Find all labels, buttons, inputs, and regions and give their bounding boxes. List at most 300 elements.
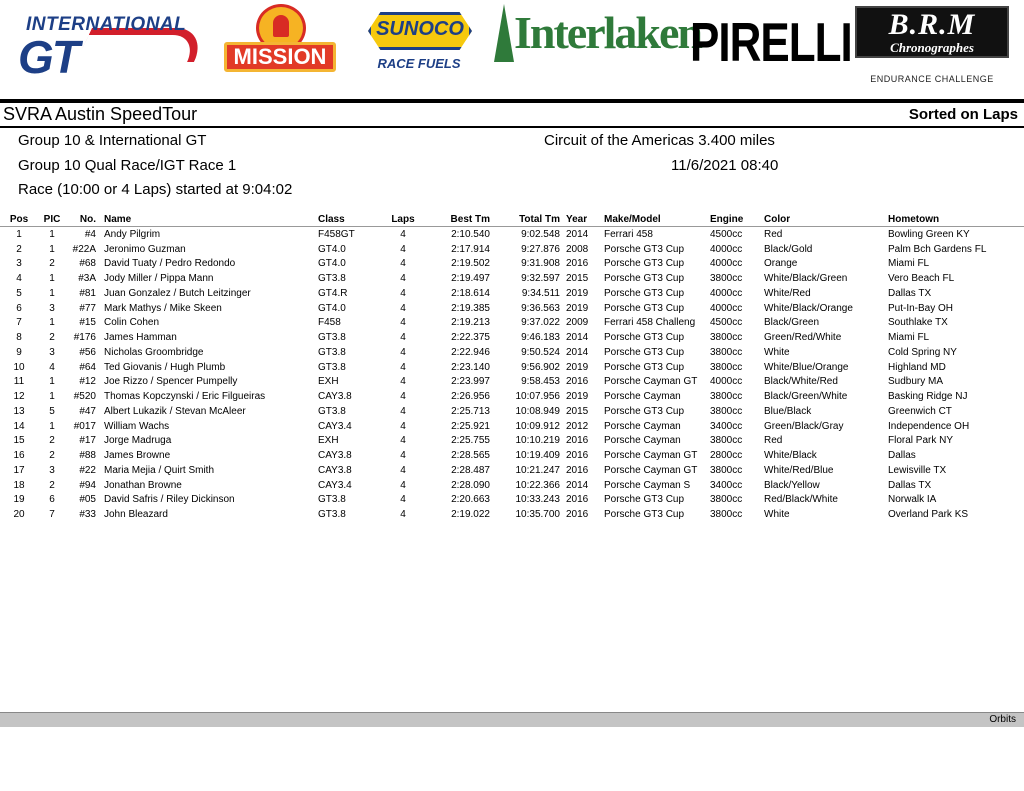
cell-best-time: 2:23.140	[451, 361, 490, 373]
cell-pos: 20	[13, 509, 25, 521]
cell-class: GT3.8	[318, 273, 346, 285]
cell-best-time: 2:19.385	[451, 302, 490, 314]
cell-make-model: Porsche GT3 Cup	[604, 302, 685, 314]
cell-driver-name: Jody Miller / Pippa Mann	[104, 273, 214, 285]
cell-engine: 3800cc	[710, 346, 743, 358]
cell-best-time: 2:19.022	[451, 509, 490, 521]
cell-year: 2016	[566, 435, 589, 447]
cell-make-model: Porsche GT3 Cup	[604, 258, 685, 270]
cell-engine: 3800cc	[710, 464, 743, 476]
cell-color: Black/Green	[764, 317, 820, 329]
table-row	[0, 242, 1024, 257]
cell-year: 2014	[566, 479, 589, 491]
cell-engine: 4000cc	[710, 287, 743, 299]
cell-pic: 2	[49, 332, 55, 344]
cell-pos: 14	[13, 420, 25, 432]
cell-engine: 2800cc	[710, 450, 743, 462]
cell-make-model: Porsche Cayman GT	[604, 464, 698, 476]
cell-car-number: #22A	[72, 243, 96, 255]
cell-car-number: #05	[79, 494, 96, 506]
cell-class: CAY3.8	[318, 464, 352, 476]
column-header-engine: Engine	[710, 213, 744, 225]
cell-car-number: #520	[73, 391, 96, 403]
cell-total-time: 10:22.366	[515, 479, 560, 491]
cell-car-number: #77	[79, 302, 96, 314]
cell-hometown: Highland MD	[888, 361, 946, 373]
cell-class: EXH	[318, 376, 339, 388]
cell-year: 2019	[566, 361, 589, 373]
table-body	[0, 227, 1024, 522]
cell-total-time: 10:19.409	[515, 450, 560, 462]
cell-best-time: 2:19.213	[451, 317, 490, 329]
cell-class: EXH	[318, 435, 339, 447]
cell-pic: 3	[49, 302, 55, 314]
cell-best-time: 2:26.956	[451, 391, 490, 403]
column-header-pic: PIC	[43, 213, 61, 225]
cell-engine: 3800cc	[710, 391, 743, 403]
column-header-hometown: Hometown	[888, 213, 940, 225]
cell-pos: 11	[13, 376, 25, 388]
column-header-make-model: Make/Model	[604, 213, 661, 225]
cell-laps: 4	[400, 346, 406, 358]
cell-pos: 13	[13, 405, 25, 417]
cell-best-time: 2:25.713	[451, 405, 490, 417]
cell-car-number: #47	[79, 405, 96, 417]
cell-make-model: Porsche Cayman	[604, 435, 681, 447]
international-gt-logo	[14, 12, 194, 82]
cell-make-model: Porsche Cayman	[604, 420, 681, 432]
cell-hometown: Sudbury MA	[888, 376, 944, 388]
cell-year: 2014	[566, 228, 589, 240]
cell-year: 2016	[566, 258, 589, 270]
cell-engine: 3800cc	[710, 273, 743, 285]
cell-pos: 8	[16, 332, 22, 344]
cell-pic: 5	[49, 405, 55, 417]
cell-year: 2014	[566, 346, 589, 358]
cell-pic: 3	[49, 464, 55, 476]
cell-pos: 7	[16, 317, 22, 329]
cell-class: GT4.R	[318, 287, 348, 299]
cell-car-number: #88	[79, 450, 96, 462]
cell-pos: 10	[13, 361, 25, 373]
cell-class: GT3.8	[318, 405, 346, 417]
cell-hometown: Overland Park KS	[888, 509, 969, 521]
table-row	[0, 345, 1024, 360]
cell-engine: 3800cc	[710, 509, 743, 521]
cell-class: CAY3.4	[318, 479, 352, 491]
cell-engine: 3400cc	[710, 420, 743, 432]
cell-driver-name: William Wachs	[104, 420, 170, 432]
cell-driver-name: James Browne	[104, 450, 171, 462]
table-row	[0, 375, 1024, 390]
column-header-color: Color	[764, 213, 791, 225]
cell-engine: 3800cc	[710, 435, 743, 447]
cell-make-model: Porsche GT3 Cup	[604, 273, 685, 285]
cell-pos: 9	[16, 346, 22, 358]
cell-class: GT4.0	[318, 302, 346, 314]
cell-pic: 1	[49, 243, 55, 255]
cell-laps: 4	[400, 450, 406, 462]
cell-driver-name: Juan Gonzalez / Butch Leitzinger	[104, 287, 251, 299]
cell-driver-name: James Hamman	[104, 332, 177, 344]
tree-icon	[494, 4, 514, 62]
cell-total-time: 9:31.908	[521, 258, 560, 270]
cell-year: 2016	[566, 509, 589, 521]
table-row	[0, 316, 1024, 331]
cell-year: 2009	[566, 317, 589, 329]
cell-driver-name: Andy Pilgrim	[104, 228, 161, 240]
cell-color: Green/Black/Gray	[764, 420, 844, 432]
table-row	[0, 404, 1024, 419]
cell-pos: 15	[13, 435, 25, 447]
cell-make-model: Porsche GT3 Cup	[604, 243, 685, 255]
header-rule-top	[0, 99, 1024, 103]
cell-engine: 4000cc	[710, 302, 743, 314]
cell-laps: 4	[400, 479, 406, 491]
sunoco-logo	[358, 6, 480, 72]
session-label: Group 10 Qual Race/IGT Race 1	[18, 157, 237, 174]
cell-laps: 4	[400, 420, 406, 432]
cell-make-model: Porsche Cayman	[604, 391, 681, 403]
cell-pic: 2	[49, 479, 55, 491]
cell-car-number: #94	[79, 479, 96, 491]
cell-make-model: Porsche GT3 Cup	[604, 509, 685, 521]
table-row	[0, 389, 1024, 404]
cell-best-time: 2:10.540	[451, 228, 490, 240]
cell-make-model: Porsche GT3 Cup	[604, 346, 685, 358]
sponsor-banner	[0, 0, 1024, 98]
cell-engine: 4000cc	[710, 243, 743, 255]
cell-hometown: Vero Beach FL	[888, 273, 955, 285]
cell-year: 2016	[566, 464, 589, 476]
cell-color: Blue/Black	[764, 405, 812, 417]
cell-color: Red/Black/White	[764, 494, 838, 506]
cell-class: GT3.8	[318, 332, 346, 344]
cell-driver-name: David Safris / Riley Dickinson	[104, 494, 235, 506]
cell-driver-name: Jeronimo Guzman	[104, 243, 186, 255]
table-row	[0, 301, 1024, 316]
cell-laps: 4	[400, 464, 406, 476]
cell-driver-name: Mark Mathys / Mike Skeen	[104, 302, 222, 314]
cell-laps: 4	[400, 243, 406, 255]
cell-best-time: 2:18.614	[451, 287, 490, 299]
cell-car-number: #17	[79, 435, 96, 447]
cell-year: 2016	[566, 450, 589, 462]
cell-total-time: 10:08.949	[515, 405, 560, 417]
cell-make-model: Porsche Cayman GT	[604, 376, 698, 388]
cell-total-time: 10:07.956	[515, 391, 560, 403]
table-row	[0, 507, 1024, 522]
table-row	[0, 271, 1024, 286]
cell-pos: 19	[13, 494, 25, 506]
cell-pos: 5	[16, 287, 22, 299]
cell-hometown: Lewisville TX	[888, 464, 947, 476]
cell-color: White	[764, 509, 790, 521]
cell-engine: 3800cc	[710, 494, 743, 506]
cell-color: Red	[764, 228, 783, 240]
cell-color: Black/Green/White	[764, 391, 848, 403]
footer-brand: Orbits	[989, 714, 1016, 725]
cell-car-number: #176	[73, 332, 96, 344]
cell-class: CAY3.4	[318, 420, 352, 432]
cell-total-time: 9:46.183	[521, 332, 560, 344]
cell-laps: 4	[400, 287, 406, 299]
cell-total-time: 9:32.597	[521, 273, 560, 285]
cell-driver-name: John Bleazard	[104, 509, 168, 521]
cell-pos: 17	[13, 464, 25, 476]
cell-color: Orange	[764, 258, 798, 270]
cell-car-number: #56	[79, 346, 96, 358]
mission-logo	[224, 4, 336, 72]
igt-logo-line1: INTERNATIONAL	[26, 14, 187, 35]
interlaken-logo-text: Interlaken	[514, 7, 701, 58]
cell-best-time: 2:19.497	[451, 273, 490, 285]
cell-car-number: #81	[79, 287, 96, 299]
cell-make-model: Porsche GT3 Cup	[604, 287, 685, 299]
cell-year: 2012	[566, 420, 589, 432]
cell-best-time: 2:22.375	[451, 332, 490, 344]
cell-engine: 3800cc	[710, 405, 743, 417]
cell-color: White/Red/Blue	[764, 464, 834, 476]
cell-pic: 3	[49, 346, 55, 358]
cell-hometown: Cold Spring NY	[888, 346, 957, 358]
column-header-class: Class	[318, 213, 345, 225]
column-header-best-time: Best Tm	[450, 213, 490, 225]
cell-class: CAY3.8	[318, 391, 352, 403]
cell-pos: 2	[16, 243, 22, 255]
cell-pic: 4	[49, 361, 55, 373]
cell-laps: 4	[400, 509, 406, 521]
cell-total-time: 9:37.022	[521, 317, 560, 329]
cell-laps: 4	[400, 405, 406, 417]
cell-color: Black/White/Red	[764, 376, 838, 388]
cell-hometown: Dallas	[888, 450, 916, 462]
cell-hometown: Miami FL	[888, 332, 930, 344]
table-header-row	[0, 211, 1024, 227]
cell-pic: 1	[49, 376, 55, 388]
cell-make-model: Ferrari 458 Challeng	[604, 317, 696, 329]
cell-class: GT4.0	[318, 243, 346, 255]
cell-year: 2019	[566, 302, 589, 314]
table-row	[0, 360, 1024, 375]
cell-driver-name: Colin Cohen	[104, 317, 160, 329]
cell-driver-name: Jonathan Browne	[104, 479, 182, 491]
cell-pos: 3	[16, 258, 22, 270]
table-row	[0, 463, 1024, 478]
cell-class: GT3.8	[318, 494, 346, 506]
cell-total-time: 9:58.453	[521, 376, 560, 388]
cell-laps: 4	[400, 435, 406, 447]
cell-year: 2019	[566, 391, 589, 403]
cell-laps: 4	[400, 361, 406, 373]
cell-make-model: Porsche GT3 Cup	[604, 361, 685, 373]
table-row	[0, 227, 1024, 242]
cell-pic: 7	[49, 509, 55, 521]
cell-total-time: 9:36.563	[521, 302, 560, 314]
cell-class: GT3.8	[318, 509, 346, 521]
cell-engine: 4000cc	[710, 258, 743, 270]
cell-best-time: 2:19.502	[451, 258, 490, 270]
cell-laps: 4	[400, 302, 406, 314]
cell-car-number: #22	[79, 464, 96, 476]
cell-driver-name: Jorge Madruga	[104, 435, 172, 447]
interlaken-logo	[494, 0, 701, 70]
column-header-year: Year	[566, 213, 588, 225]
cell-class: GT3.8	[318, 361, 346, 373]
cell-total-time: 10:35.700	[515, 509, 560, 521]
table-row	[0, 448, 1024, 463]
cell-hometown: Floral Park NY	[888, 435, 954, 447]
cell-hometown: Bowling Green KY	[888, 228, 970, 240]
cell-total-time: 10:21.247	[515, 464, 560, 476]
cell-engine: 3400cc	[710, 479, 743, 491]
brm-logo-text: B.R.M	[888, 8, 976, 41]
cell-total-time: 9:56.902	[521, 361, 560, 373]
cell-year: 2014	[566, 332, 589, 344]
datetime-label: 11/6/2021 08:40	[671, 157, 779, 174]
cell-best-time: 2:28.487	[451, 464, 490, 476]
cell-hometown: Southlake TX	[888, 317, 948, 329]
cell-laps: 4	[400, 332, 406, 344]
cell-best-time: 2:25.921	[451, 420, 490, 432]
circuit-label: Circuit of the Americas 3.400 miles	[544, 132, 775, 149]
cell-car-number: #33	[79, 509, 96, 521]
cell-color: White/Blue/Orange	[764, 361, 849, 373]
cell-best-time: 2:20.663	[451, 494, 490, 506]
cell-laps: 4	[400, 317, 406, 329]
cell-car-number: #64	[79, 361, 96, 373]
cell-color: Green/Red/White	[764, 332, 842, 344]
brm-logo-subtext: Chronographes	[890, 40, 974, 55]
cell-pos: 16	[13, 450, 25, 462]
cell-best-time: 2:28.090	[451, 479, 490, 491]
cell-car-number: #12	[79, 376, 96, 388]
cell-pic: 1	[49, 420, 55, 432]
table-row	[0, 286, 1024, 301]
cell-pic: 6	[49, 494, 55, 506]
mission-logo-text: MISSION	[224, 42, 336, 72]
cell-year: 2015	[566, 273, 589, 285]
cell-driver-name: Nicholas Groombridge	[104, 346, 204, 358]
results-table	[0, 211, 1024, 522]
cell-engine: 3800cc	[710, 361, 743, 373]
table-row	[0, 330, 1024, 345]
cell-hometown: Basking Ridge NJ	[888, 391, 968, 403]
header-rule-bottom	[0, 126, 1024, 128]
cell-laps: 4	[400, 494, 406, 506]
cell-pic: 1	[49, 287, 55, 299]
cell-car-number: #15	[79, 317, 96, 329]
table-header-rule	[0, 226, 1024, 227]
cell-year: 2008	[566, 243, 589, 255]
sunoco-logo-text: SUNOCO	[376, 18, 464, 40]
cell-color: White/Black/Green	[764, 273, 848, 285]
brm-tagline: ENDURANCE CHALLENGE	[870, 74, 994, 84]
column-header-total-time: Total Tm	[519, 213, 560, 225]
cell-pos: 12	[13, 391, 25, 403]
pirelli-logo-text: PIRELLI	[690, 12, 852, 74]
cell-pos: 1	[16, 228, 22, 240]
cell-car-number: #3A	[78, 273, 96, 285]
event-title: SVRA Austin SpeedTour	[3, 104, 198, 124]
cell-engine: 4000cc	[710, 376, 743, 388]
cell-hometown: Miami FL	[888, 258, 930, 270]
cell-best-time: 2:28.565	[451, 450, 490, 462]
cell-color: White/Black/Orange	[764, 302, 853, 314]
cell-hometown: Greenwich CT	[888, 405, 952, 417]
column-header-laps: Laps	[391, 213, 415, 225]
cell-class: F458	[318, 317, 341, 329]
sort-label: Sorted on Laps	[908, 106, 1018, 123]
cell-best-time: 2:17.914	[451, 243, 490, 255]
table-row	[0, 478, 1024, 493]
group-label: Group 10 & International GT	[18, 132, 207, 149]
cell-total-time: 10:10.219	[515, 435, 560, 447]
cell-class: GT3.8	[318, 346, 346, 358]
table-row	[0, 493, 1024, 508]
cell-laps: 4	[400, 273, 406, 285]
cell-best-time: 2:25.755	[451, 435, 490, 447]
cell-hometown: Independence OH	[888, 420, 970, 432]
race-info-label: Race (10:00 or 4 Laps) started at 9:04:02	[18, 181, 293, 198]
cell-car-number: #4	[84, 228, 96, 240]
cell-laps: 4	[400, 228, 406, 240]
cell-pic: 1	[49, 391, 55, 403]
cell-pic: 1	[49, 317, 55, 329]
cell-driver-name: Albert Lukazik / Stevan McAleer	[104, 405, 246, 417]
cell-pos: 18	[13, 479, 25, 491]
cell-pic: 1	[49, 273, 55, 285]
cell-hometown: Put-In-Bay OH	[888, 302, 954, 314]
cell-pic: 2	[49, 435, 55, 447]
cell-total-time: 10:09.912	[515, 420, 560, 432]
cell-make-model: Porsche Cayman S	[604, 479, 691, 491]
cell-driver-name: Thomas Kopczynski / Eric Filgueiras	[104, 391, 266, 403]
cell-engine: 3800cc	[710, 332, 743, 344]
cell-laps: 4	[400, 376, 406, 388]
column-header-pos: Pos	[9, 213, 29, 225]
cell-make-model: Porsche Cayman GT	[604, 450, 698, 462]
footer-bar	[0, 712, 1024, 727]
cell-pic: 1	[49, 228, 55, 240]
cell-color: Red	[764, 435, 783, 447]
cell-hometown: Dallas TX	[888, 479, 932, 491]
cell-make-model: Ferrari 458	[604, 228, 653, 240]
cell-pos: 4	[16, 273, 22, 285]
cell-pic: 2	[49, 258, 55, 270]
cell-total-time: 9:27.876	[521, 243, 560, 255]
cell-year: 2015	[566, 405, 589, 417]
cell-class: CAY3.8	[318, 450, 352, 462]
cell-driver-name: Maria Mejia / Quirt Smith	[104, 464, 215, 476]
cell-driver-name: Ted Giovanis / Hugh Plumb	[104, 361, 226, 373]
sunoco-logo-subtext: RACE FUELS	[377, 56, 461, 71]
cell-year: 2016	[566, 494, 589, 506]
igt-logo-line2: GT	[18, 31, 78, 83]
cell-color: Black/Gold	[764, 243, 813, 255]
cell-class: F458GT	[318, 228, 355, 240]
table-row	[0, 419, 1024, 434]
cell-driver-name: David Tuaty / Pedro Redondo	[104, 258, 236, 270]
cell-class: GT4.0	[318, 258, 346, 270]
cell-best-time: 2:23.997	[451, 376, 490, 388]
cell-car-number: #017	[73, 420, 96, 432]
cell-total-time: 10:33.243	[515, 494, 560, 506]
cell-laps: 4	[400, 391, 406, 403]
column-header-driver-name: Name	[104, 213, 132, 225]
column-header-car-number: No.	[79, 213, 96, 225]
cell-total-time: 9:34.511	[521, 287, 560, 299]
